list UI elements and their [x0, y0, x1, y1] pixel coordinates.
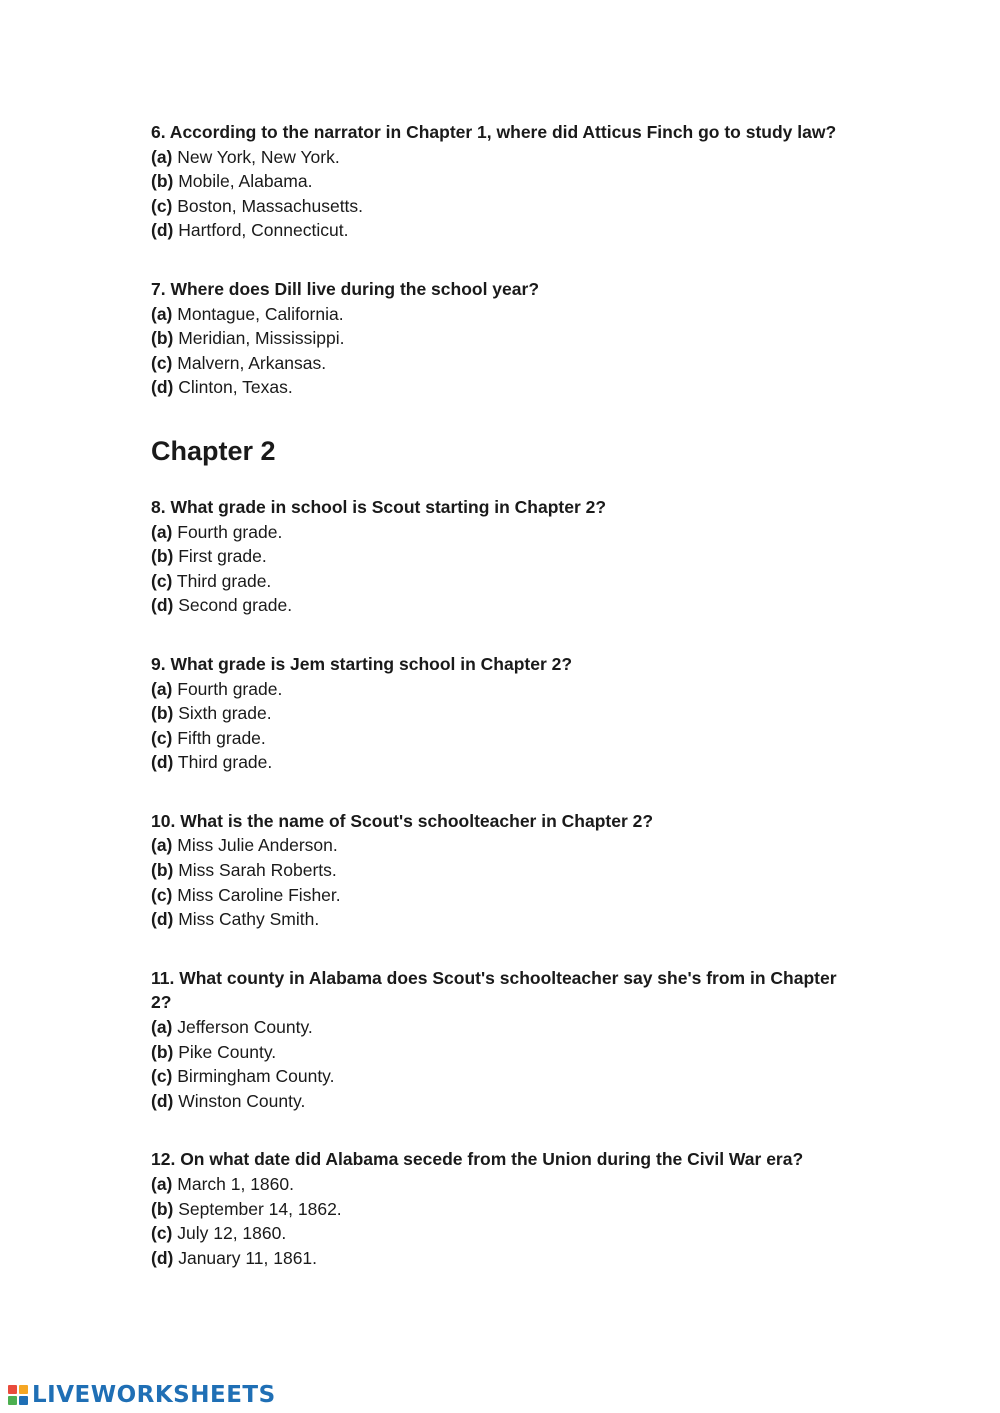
logo-square-orange	[19, 1385, 28, 1394]
question-text: 6. According to the narrator in Chapter 1, where did Atticus Finch go to study law?	[151, 122, 837, 142]
option-d: (d) Miss Cathy Smith.	[151, 909, 320, 930]
option-d: (d) Third grade.	[151, 752, 273, 773]
question-text: 7. Where does Dill live during the school year?	[151, 278, 540, 299]
option-b: (b) Pike County.	[151, 1041, 277, 1062]
question-6	[151, 120, 851, 243]
question-10	[151, 809, 851, 932]
chapter-heading: Chapter 2	[151, 435, 276, 466]
liveworksheets-logo[interactable]	[8, 1381, 276, 1409]
option-a: (a) New York, New York.	[151, 146, 340, 167]
option-d: (d) Winston County.	[151, 1090, 306, 1111]
option-c: (c) Fifth grade.	[151, 727, 266, 748]
option-a: (a) March 1, 1860.	[151, 1174, 294, 1194]
question-text: 9. What grade is Jem starting school in Chapter 2?	[151, 653, 573, 674]
question-text: 11. What county in Alabama does Scout's schoolteacher say she's from in Chapter 2?	[151, 967, 837, 1013]
option-b: (b) September 14, 1862.	[151, 1198, 342, 1219]
question-11	[151, 966, 851, 1114]
option-d: (d) Second grade.	[151, 595, 293, 616]
option-c: (c) July 12, 1860.	[151, 1223, 287, 1244]
logo-text: LIVEWORKSHEETS	[32, 1382, 276, 1408]
option-b: (b) Mobile, Alabama.	[151, 171, 313, 192]
question-12	[151, 1147, 851, 1270]
option-a: (a) Fourth grade.	[151, 678, 283, 699]
option-a: (a) Jefferson County.	[151, 1017, 313, 1038]
option-d: (d) Hartford, Connecticut.	[151, 220, 349, 241]
option-d: (d) Clinton, Texas.	[151, 377, 293, 398]
option-a: (a) Montague, California.	[151, 303, 344, 324]
question-text: 10. What is the name of Scout's schoolteacher in Chapter 2?	[151, 810, 654, 831]
option-b: (b) Sixth grade.	[151, 703, 272, 724]
worksheet-content	[151, 120, 851, 1270]
logo-square-red	[8, 1385, 17, 1394]
question-8	[151, 495, 851, 618]
option-c: (c) Boston, Massachusetts.	[151, 195, 364, 216]
option-c: (c) Malvern, Arkansas.	[151, 352, 327, 373]
question-9	[151, 652, 851, 775]
option-b: (b) First grade.	[151, 546, 267, 567]
logo-square-green	[8, 1396, 17, 1405]
question-7	[151, 277, 851, 400]
option-b: (b) Miss Sarah Roberts.	[151, 860, 337, 881]
question-text: 12. On what date did Alabama secede from the Union during the Civil War era?	[151, 1149, 804, 1170]
option-a: (a) Fourth grade.	[151, 521, 283, 542]
option-c: (c) Birmingham County.	[151, 1066, 335, 1087]
option-a: (a) Miss Julie Anderson.	[151, 835, 338, 856]
liveworksheets-logo-icon	[8, 1385, 28, 1405]
option-c: (c) Third grade.	[151, 570, 272, 591]
option-c: (c) Miss Caroline Fisher.	[151, 884, 341, 905]
option-d: (d) January 11, 1861.	[151, 1247, 318, 1268]
option-b: (b) Meridian, Mississippi.	[151, 328, 345, 349]
logo-square-blue	[19, 1396, 28, 1405]
question-text: 8. What grade in school is Scout starting in Chapter 2?	[151, 496, 607, 517]
